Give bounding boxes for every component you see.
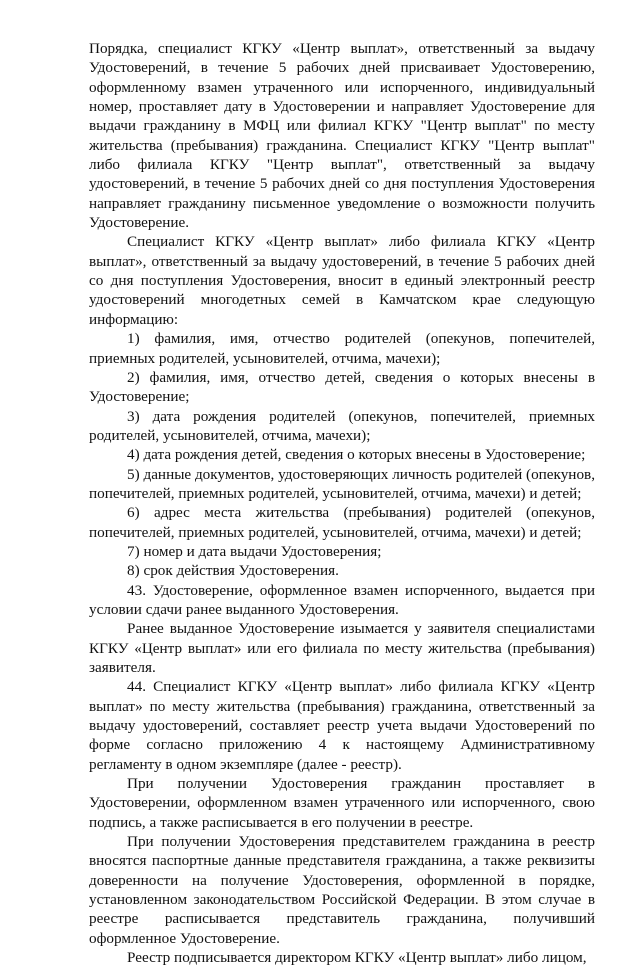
- list-item: 8) срок действия Удостоверения.: [127, 562, 339, 580]
- paragraph-44: 44. Специалист КГКУ «Центр выплат» либо филиала КГКУ «Центр выплат» по месту жительства (пребывания) гражданина, ответственный за выдачу удостоверений, составляет реестр учета выдачи Удостоверений по форме согласно приложению 4 к настоящему Административному регламенту в одном экземпляре (далее - реестр).: [89, 678, 595, 773]
- list-item: 3) дата рождения родителей (опекунов, попечителей, приемных родителей, усыновителей, отчима, мачехи);: [89, 407, 595, 444]
- list-item: 5) данные документов, удостоверяющих личность родителей (опекунов, попечителей, приемных родителей, усыновителей, отчима, мачехи) и детей;: [89, 465, 595, 502]
- list-item: 4) дата рождения детей, сведения о которых внесены в Удостоверение;: [127, 446, 586, 464]
- paragraph-registry-signing: Реестр подписывается директором КГКУ «Центр выплат» либо лицом,: [127, 949, 587, 967]
- paragraph-withdrawal: Ранее выданное Удостоверение изымается у заявителя специалистами КГКУ «Центр выплат» или его филиала по месту жительства (пребывания) заявителя.: [89, 620, 595, 676]
- list-item: 2) фамилия, имя, отчество детей, сведения о которых внесены в Удостоверение;: [89, 368, 595, 406]
- paragraph-continuation: Порядка, специалист КГКУ «Центр выплат», ответственный за выдачу Удостоверений, в течение 5 рабочих дней присваивает Удостоверению, оформленному взамен утраченного или испорченного, индивидуальный номер, проставляет дату в Удостоверении и направляет Удостоверение для выдачи гражданину в МФЦ или филиал КГКУ "Центр выплат" по месту жительства (пребывания) гражданина. Специалист КГКУ "Центр выплат" либо филиала КГКУ "Центр выплат", ответственный за выдачу удостоверений, в течение 5 рабочих дней со дня поступления Удостоверения направляет гражданину письменное уведомление о возможности получить Удостоверение.: [89, 40, 595, 232]
- paragraph-registry-entry: Специалист КГКУ «Центр выплат» либо филиала КГКУ «Центр выплат», ответственный за выдачу удостоверений, в течение 5 рабочих дней со дня поступления Удостоверения, вносит в единый электронный реестр удостоверений многодетных семей в Камчатском крае следующую информацию:: [89, 233, 595, 328]
- paragraph-signature: При получении Удостоверения гражданин проставляет в Удостоверении, оформленном взамен утраченного или испорченного, свою подпись, а также расписывается в его получении в реестре.: [89, 775, 595, 831]
- list-item: 6) адрес места жительства (пребывания) родителей (опекунов, попечителей, приемных родителей, усыновителей, отчима, мачехи) и детей;: [89, 504, 595, 541]
- list-item: 1) фамилия, имя, отчество родителей (опекунов, попечителей, приемных родителей, усыновителей, отчима, мачехи);: [89, 330, 595, 367]
- list-item: 7) номер и дата выдачи Удостоверения;: [127, 542, 382, 560]
- paragraph-representative: При получении Удостоверения представителем гражданина в реестр вносятся паспортные данные представителя гражданина, а также реквизиты доверенности на получение Удостоверения, оформленной в порядке, установленном законодательством Российской Федерации. В этом случае в реестре расписывается представитель гражданина, получивший оформленное Удостоверение.: [89, 833, 595, 947]
- paragraph-43: 43. Удостоверение, оформленное взамен испорченного, выдается при условии сдачи ранее выданного Удостоверения.: [89, 581, 595, 618]
- document-page: [89, 39, 595, 968]
